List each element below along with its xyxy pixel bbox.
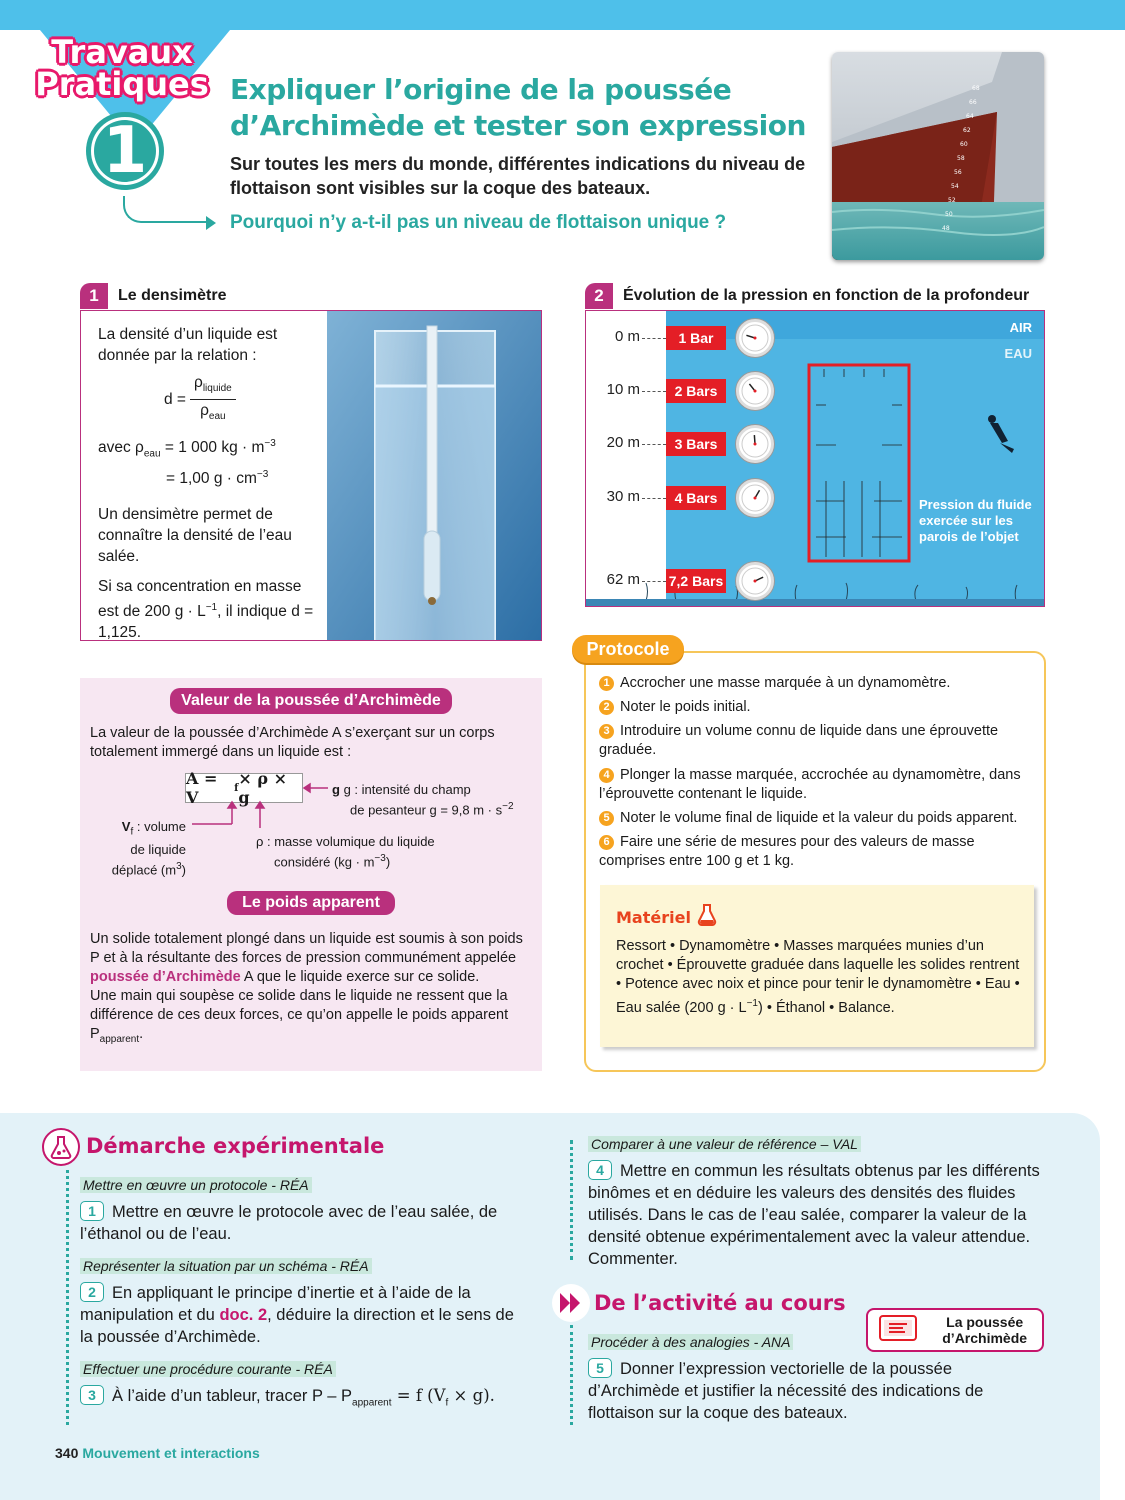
doc2-number: 2 [585,283,613,309]
digital-resource-tag[interactable]: La poussée d’Archimède [866,1308,1044,1352]
hull-mark: 52 [948,197,956,204]
depth-label: 62 m [606,571,640,588]
pressure-gauge-icon [736,479,774,517]
archimede-text: La valeur de la poussée d’Archimède A s’exerçant sur un corps totalement immergé dans un liquide est : [90,725,495,760]
hint-3: Effectuer une procédure courante - RÉA [80,1361,336,1377]
water-label: EAU [1004,346,1032,361]
step-number: 4 [599,768,614,783]
hull-mark: 50 [945,211,953,218]
intro-text: Sur toutes les mers du monde, différentes indications du niveau de flottaison sont visibles sur la coque des bateaux. [230,154,806,198]
densimeter-photo [327,311,541,640]
tp-badge: Travaux Pratiques [35,33,209,103]
demarche-title: Démarche expérimentale [86,1134,385,1158]
depth-label: 20 m [606,434,640,451]
pressure-value: 1 Bar [666,326,726,350]
pressure-gauge-icon [736,372,774,410]
hint-2: Représenter la situation par un schéma - RÉA [80,1258,372,1274]
tp-number: 1 [86,112,164,190]
beaker-icon [42,1128,80,1166]
dotted-line-right-2 [570,1325,573,1425]
protocol-title: Protocole [572,635,684,663]
step-text: Plonger la masse marquée, accrochée au dynamomètre, dans l’éprouvette contenant le liquide. [599,767,1021,802]
double-chevron-icon [552,1284,590,1322]
step-number: 3 [599,724,614,739]
protocol-step [599,698,1034,717]
depth-tick [642,581,666,582]
protocol-step [599,722,1034,760]
footer: 340 Mouvement et interactions [55,1445,260,1461]
hull-mark: 66 [969,99,977,106]
rho-label: ρ : masse volumique du liquide considéré $(kg \cdot m^{-3})$ [256,834,435,870]
flask-icon [697,903,717,931]
arrow-head-icon [206,216,216,230]
pressure-legend: Pression du fluide exercée sur les parois de l’objet [919,497,1032,544]
depth-label: 0 m [614,328,640,345]
hull-mark: 54 [951,183,959,190]
hull-photo [832,52,1044,260]
hull-mark: 68 [972,85,980,92]
archimede-pill: Valeur de la poussée d’Archimède [170,688,452,714]
step-number: 5 [599,811,614,826]
hull-mark: 62 [963,127,971,134]
step-number: 6 [599,835,614,850]
protocol-step [599,809,1034,828]
question-1: 1 Mettre en œuvre le protocole avec de l’eau salée, de l’éthanol ou de l’eau. [80,1203,498,1243]
question-4: 4 Mettre en commun les résultats obtenus par les différents binômes et en déduire les valeurs des densités des fluides utilisés. Dans le cas de l’eau salée, comparer la valeur de la densité obtenue expérimentalement avec la valeur attendue. Commenter. [588,1162,1040,1268]
protocol-step [599,833,1034,871]
step-text: Faire une série de mesures pour des valeurs de masse comprises entre 100 g et 1 kg. [599,834,975,869]
pressure-value: 3 Bars [666,432,726,456]
question-5: 5 Donner l’expression vectorielle de la poussée d’Archimède et justifier la nécessité des indications de flottaison sur la coque des bateaux. [588,1360,984,1422]
depth-tick [642,338,666,339]
question-3: 3 À l’aide d’un tableur, tracer $P - P_{apparent} = f$ $(V_f \times g)$. [80,1385,560,1414]
step-number: 2 [599,700,614,715]
apparent-text: Un solide totalement plongé dans un liquide est soumis à son poids P et à la résultante des forces de pression communément appelée poussée d’Archimède A que le liquide exerce sur ce solide. Une main qui soupèse ce solide dans le liquide ne ressent que la différence de ces deux forces, ce qu’on appelle le poids apparent $P_{apparent}$. [90,931,523,1045]
vf-label: $V_f$ : volume de liquide déplacé $(m^3)$ [111,819,186,877]
depth-tick [642,498,666,499]
hint-5: Procéder à des analogies - ANA [588,1334,793,1350]
hull-mark: 48 [942,225,950,232]
air-label: AIR [1009,320,1032,335]
pressure-gauge-icon [736,319,774,357]
hull-mark: 56 [954,169,962,176]
pressure-value: 4 Bars [666,486,726,510]
main-question: Pourquoi n’y a-t-il pas un niveau de flottaison unique ? [230,212,727,233]
hint-1: Mettre en œuvre un protocole - RÉA [80,1177,312,1193]
screen-icon [868,1315,927,1345]
pressure-value: 7,2 Bars [666,569,726,593]
pressure-value: 2 Bars [666,379,726,403]
step-text: Accrocher une masse marquée à un dynamomètre. [620,675,951,691]
question-2: 2 En appliquant le principe d’inertie et à l’aide de la manipulation et du doc. 2, déduire la direction et le sens de la poussée d’Archimède. [80,1284,514,1346]
depth-tick [642,444,666,445]
materiel-box [600,885,1034,1047]
archimede-info-box [80,678,542,1071]
top-bar [0,0,1125,30]
depth-tick [642,391,666,392]
materiel-title: Matériel [616,903,717,931]
pressure-gauge-icon [736,425,774,463]
hull-mark: 58 [957,155,965,162]
step-text: Noter le poids initial. [620,699,751,715]
apparent-pill: Le poids apparent [227,891,395,915]
hint-4: Comparer à une valeur de référence – VAL [588,1136,861,1152]
doc1-text: La densité d’un liquide est donnée par la relation : d = $\rho_{liquide}$ $\rho_{eau}$ avec $\rho_{eau} = 1$ 000 kg · $m^{-3}$ = 1,00 $g \cdot cm^{-3}$ Un densimètre permet de connaître la densité de l’eau salée. Si sa concentration en masse est de 200 $g \cdot L^{-1}$, il indique d = 1,125. [98,326,314,641]
pressure-diagram [585,310,1045,607]
dotted-line-right [570,1140,573,1260]
page-title: Expliquer l’origine de la poussée d’Archimède et tester son expression [230,73,806,142]
doc1-number: 1 [80,283,108,309]
step-number: 1 [599,676,614,691]
step-text: Noter le volume final de liquide et la valeur du poids apparent. [620,810,1018,826]
depth-label: 10 m [606,381,640,398]
hull-mark: 64 [966,113,974,120]
depth-label: 30 m [606,488,640,505]
doc1-header [80,283,542,309]
dotted-line-left [66,1170,69,1425]
protocol-step [599,766,1034,804]
doc2-title: Évolution de la pression en fonction de la profondeur [623,287,1030,304]
pressure-gauge-icon [736,562,774,600]
archimede-formula: A = V f × ρ × g [185,773,303,803]
doc2-header [585,283,1045,309]
arrow-connector [123,196,213,223]
step-text: Introduire un volume connu de liquide dans une éprouvette graduée. [599,723,999,758]
hull-mark: 60 [960,141,968,148]
cours-title: De l’activité au cours [594,1291,846,1315]
materiel-list: Ressort • Dynamomètre • Masses marquées munies d’un crochet • Éprouvette graduée dans laquelle les solides rentrent • Potence avec noix et pince pour tenir le dynamomètre • Eau • Eau salée (200 $g \cdot L^{-1}$) • Éthanol • Balance. [616,938,1020,1016]
protocol-step [599,674,1034,693]
doc1-title: Le densimètre [118,287,227,304]
g-label: g g : intensité du champ de pesanteur g = 9,8 $m \cdot s^{-2}$ [332,782,514,818]
